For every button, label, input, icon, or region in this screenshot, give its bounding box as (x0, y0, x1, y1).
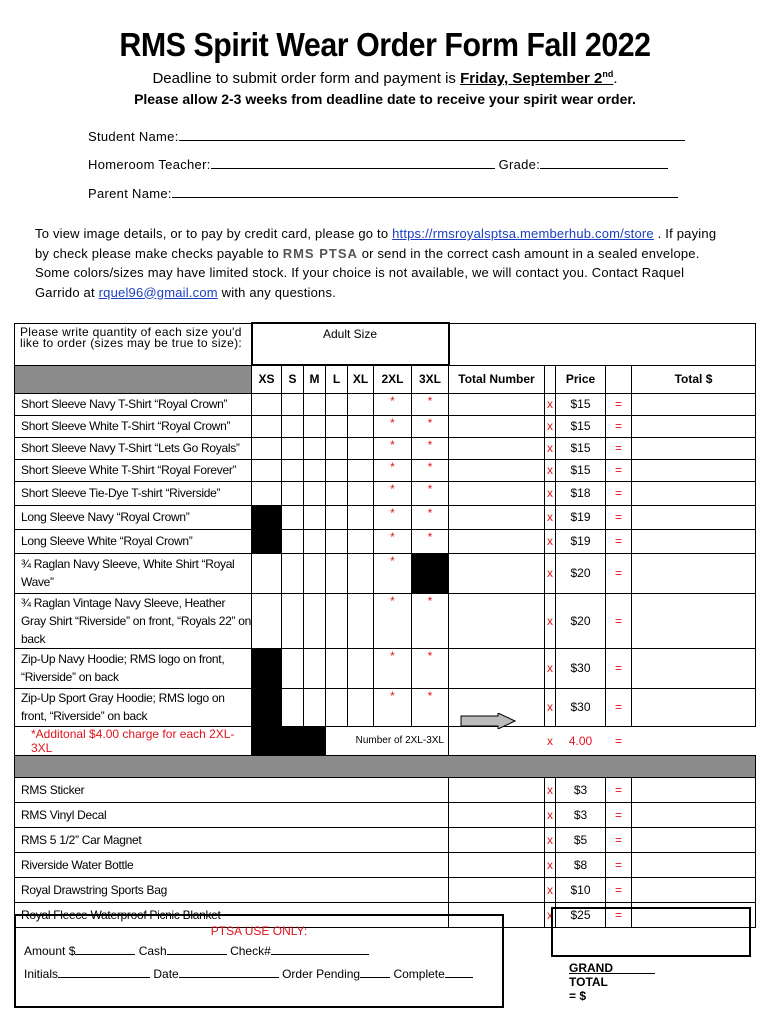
qty-xl[interactable] (348, 459, 374, 481)
qty-l[interactable] (326, 553, 348, 593)
total-number-input[interactable] (449, 393, 545, 415)
qty-xl[interactable] (348, 593, 374, 648)
item-price: $30 (556, 648, 606, 688)
surcharge-count-input[interactable] (449, 726, 545, 755)
table-row: Zip-Up Navy Hoodie; RMS logo on front, “Riverside” on back * * x $30 = (15, 648, 756, 688)
line-total-input[interactable] (632, 688, 756, 726)
line-total-input[interactable] (632, 777, 756, 802)
qty-m[interactable] (304, 505, 326, 529)
qty-m[interactable] (304, 415, 326, 437)
ptsa-title: PTSA USE ONLY: (210, 924, 308, 938)
table-row: Riverside Water Bottle x $8 = (15, 852, 756, 877)
qty-3xl[interactable]: * (412, 459, 449, 481)
item-price: $15 (556, 393, 606, 415)
table-row: Short Sleeve Tie-Dye T-shirt “Riverside” * * x $18 = (15, 481, 756, 505)
qty-2xl[interactable]: * (374, 648, 412, 688)
qty-l[interactable] (326, 393, 348, 415)
line-total-input[interactable] (632, 393, 756, 415)
qty-3xl[interactable]: * (412, 481, 449, 505)
instructions: To view image details, or to pay by credit card, please go to https://rmsroyalsptsa.memberhub.com/store . If paying by check please make checks payable to RMS PTSA or send in the correct cash amount in a sealed envelope. Some colors/sizes may have limited stock. If your choice is not available, we will contact you. Contact Raquel Garrido at rquel96@gmail.com with any questions. (35, 226, 717, 300)
qty-2xl[interactable]: * (374, 553, 412, 593)
payable-to: RMS PTSA (282, 245, 358, 261)
table-row: Short Sleeve White T-Shirt “Royal Forever” * * x $15 = (15, 459, 756, 481)
header-blank (449, 323, 756, 365)
qty-m[interactable] (304, 481, 326, 505)
line-total-input[interactable] (632, 415, 756, 437)
section-divider (15, 755, 756, 777)
qty-s[interactable] (282, 593, 304, 648)
item-name: ¾ Raglan Navy Sleeve, White Shirt “Royal Wave” (15, 553, 252, 593)
qty-s[interactable] (282, 648, 304, 688)
col-m: M (304, 365, 326, 393)
qty-s[interactable] (282, 688, 304, 726)
qty-xl[interactable] (348, 481, 374, 505)
qty-xl[interactable] (348, 505, 374, 529)
col-3xl: 3XL (412, 365, 449, 393)
item-name: Riverside Water Bottle (15, 852, 449, 877)
item-name: RMS Sticker (15, 777, 449, 802)
column-header-row (15, 365, 756, 393)
line-total-input[interactable] (632, 459, 756, 481)
qty-m[interactable] (304, 529, 326, 553)
item-price: $25 (556, 902, 606, 927)
qty-l[interactable] (326, 529, 348, 553)
surcharge-row: *Additonal $4.00 charge for each 2XL-3XL Number of 2XL-3XL x 4.00 = (15, 726, 756, 755)
qty-3xl[interactable]: * (412, 437, 449, 459)
item-price: $5 (556, 827, 606, 852)
unavailable-size (252, 505, 282, 529)
table-row: Short Sleeve Navy T-Shirt “Lets Go Royals” * * x $15 = (15, 437, 756, 459)
line-total-input[interactable] (632, 553, 756, 593)
item-name: Royal Fleece Waterproof Picnic Blanket (15, 902, 449, 927)
item-name: Long Sleeve White “Royal Crown” (15, 529, 252, 553)
unavailable-size (252, 529, 282, 553)
qty-3xl[interactable]: * (412, 529, 449, 553)
total-number-input[interactable] (449, 777, 545, 802)
surcharge-price: 4.00 (568, 733, 593, 748)
table-row: RMS Vinyl Decal x $3 = (15, 802, 756, 827)
qty-s[interactable] (282, 529, 304, 553)
item-price: $20 (556, 553, 606, 593)
qty-xl[interactable] (348, 393, 374, 415)
item-price: $15 (556, 459, 606, 481)
item-price: $19 (556, 529, 606, 553)
col-l: L (326, 365, 348, 393)
arrow-icon (460, 713, 516, 729)
qty-2xl[interactable]: * (374, 481, 412, 505)
table-row: RMS 5 1/2” Car Magnet x $5 = (15, 827, 756, 852)
col-total: Total $ (632, 365, 756, 393)
total-number-input[interactable] (449, 437, 545, 459)
line-total-input[interactable] (632, 529, 756, 553)
qty-xl[interactable] (348, 437, 374, 459)
email-link[interactable]: rquel96@gmail.com (98, 284, 218, 300)
qty-3xl[interactable]: * (412, 505, 449, 529)
item-price: $15 (556, 437, 606, 459)
qty-xl[interactable] (348, 529, 374, 553)
unavailable-size (252, 688, 282, 726)
qty-m[interactable] (304, 393, 326, 415)
total-number-input[interactable] (449, 529, 545, 553)
table-row: Short Sleeve Navy T-Shirt “Royal Crown” * * x $15 = (15, 393, 756, 415)
qty-2xl[interactable]: * (374, 505, 412, 529)
qty-l[interactable] (326, 459, 348, 481)
qty-xs[interactable] (252, 553, 282, 593)
line-total-input[interactable] (632, 593, 756, 648)
qty-xs[interactable] (252, 593, 282, 648)
surcharge-total-input[interactable] (632, 726, 756, 755)
line-total-input[interactable] (632, 437, 756, 459)
item-name: Short Sleeve Tie-Dye T-shirt “Riverside” (15, 481, 252, 505)
col-s: S (282, 365, 304, 393)
qty-2xl[interactable]: * (374, 415, 412, 437)
qty-2xl[interactable]: * (374, 393, 412, 415)
qty-m[interactable] (304, 688, 326, 726)
qty-3xl[interactable]: * (412, 393, 449, 415)
qty-3xl[interactable]: * (412, 648, 449, 688)
total-number-input[interactable] (449, 481, 545, 505)
ptsa-use-only-box: PTSA USE ONLY: Amount $ Cash Check# Initials Date Order Pending Complete (14, 914, 504, 1008)
item-name: Royal Drawstring Sports Bag (15, 877, 449, 902)
total-number-input[interactable] (449, 459, 545, 481)
deadline-line: Deadline to submit order form and payment is Friday, September 2nd. (152, 69, 618, 87)
table-row: ¾ Raglan Vintage Navy Sleeve, Heather Gray Shirt “Riverside” on front, “Royals 22” on back * * x $20 = (15, 593, 756, 648)
item-price: $3 (556, 777, 606, 802)
item-name: Short Sleeve Navy T-Shirt “Royal Crown” (15, 393, 252, 415)
line-total-input[interactable] (632, 802, 756, 827)
item-name: RMS 5 1/2” Car Magnet (15, 827, 449, 852)
qty-l[interactable] (326, 688, 348, 726)
qty-xl[interactable] (348, 648, 374, 688)
qty-2xl[interactable]: * (374, 459, 412, 481)
col-price: Price (556, 365, 606, 393)
qty-2xl[interactable]: * (374, 529, 412, 553)
qty-m[interactable] (304, 648, 326, 688)
col-2xl: 2XL (374, 365, 412, 393)
line-total-input[interactable] (632, 648, 756, 688)
table-row: ¾ Raglan Navy Sleeve, White Shirt “Royal Wave” * x $20 = (15, 553, 756, 593)
store-link[interactable]: https://rmsroyalsptsa.memberhub.com/store (392, 226, 654, 241)
item-name: Long Sleeve Navy “Royal Crown” (15, 505, 252, 529)
total-number-input[interactable] (449, 505, 545, 529)
qty-2xl[interactable]: * (374, 593, 412, 648)
homeroom-teacher-field[interactable]: Homeroom Teacher: Grade: (88, 156, 668, 172)
qty-s[interactable] (282, 481, 304, 505)
qty-l[interactable] (326, 505, 348, 529)
student-name-field[interactable]: Student Name: (88, 128, 685, 144)
table-row: Long Sleeve White “Royal Crown” * * x $19 = (15, 529, 756, 553)
qty-xl[interactable] (348, 553, 374, 593)
qty-2xl[interactable]: * (374, 437, 412, 459)
table-row: Royal Fleece Waterproof Picnic Blanket x $25 = (15, 902, 756, 927)
item-price: $3 (556, 802, 606, 827)
item-price: $8 (556, 852, 606, 877)
item-name: Short Sleeve White T-Shirt “Royal Crown” (15, 415, 252, 437)
total-number-input[interactable] (449, 877, 545, 902)
surcharge-label: *Additonal $4.00 charge for each 2XL-3XL (15, 726, 252, 755)
qty-m[interactable] (304, 437, 326, 459)
parent-name-field[interactable]: Parent Name: (88, 185, 678, 201)
item-price: $18 (556, 481, 606, 505)
deadline-date: Friday, September 2nd (460, 69, 614, 87)
col-total-number: Total Number (449, 365, 545, 393)
item-name: Short Sleeve White T-Shirt “Royal Forever” (15, 459, 252, 481)
order-table (14, 322, 756, 928)
qty-s[interactable] (282, 505, 304, 529)
surcharge-count-label: Number of 2XL-3XL (326, 726, 449, 755)
table-row: Royal Drawstring Sports Bag x $10 = (15, 877, 756, 902)
qty-2xl[interactable]: * (374, 688, 412, 726)
line-total-input[interactable] (632, 827, 756, 852)
qty-3xl[interactable]: * (412, 688, 449, 726)
item-price: $15 (556, 415, 606, 437)
size-instructions: Please write quantity of each size you'd like to order (sizes may be true to size): (15, 323, 252, 365)
total-number-input[interactable] (449, 648, 545, 688)
qty-s[interactable] (282, 459, 304, 481)
qty-m[interactable] (304, 553, 326, 593)
item-price: $19 (556, 505, 606, 529)
page-title: RMS Spirit Wear Order Form Fall 2022 (119, 26, 651, 63)
qty-xs[interactable] (252, 481, 282, 505)
item-price: $30 (556, 688, 606, 726)
qty-l[interactable] (326, 437, 348, 459)
qty-xs[interactable] (252, 393, 282, 415)
qty-m[interactable] (304, 593, 326, 648)
item-price: $20 (556, 593, 606, 648)
table-row: Short Sleeve White T-Shirt “Royal Crown” * * x $15 = (15, 415, 756, 437)
table-row: RMS Sticker x $3 = (15, 777, 756, 802)
qty-s[interactable] (282, 415, 304, 437)
total-number-input[interactable] (449, 852, 545, 877)
item-price: $10 (556, 877, 606, 902)
qty-3xl[interactable]: * (412, 415, 449, 437)
line-total-input[interactable] (632, 852, 756, 877)
qty-xl[interactable] (348, 415, 374, 437)
qty-xl[interactable] (348, 688, 374, 726)
qty-s[interactable] (282, 553, 304, 593)
item-name: Short Sleeve Navy T-Shirt “Lets Go Royals” (15, 437, 252, 459)
table-row: Long Sleeve Navy “Royal Crown” * * x $19 = (15, 505, 756, 529)
adult-size-header: Adult Size (252, 323, 449, 365)
total-number-input[interactable] (449, 553, 545, 593)
qty-3xl[interactable]: * (412, 593, 449, 648)
line-total-input[interactable] (632, 481, 756, 505)
qty-xs[interactable] (252, 437, 282, 459)
table-row: Zip-Up Sport Gray Hoodie; RMS logo on front, “Riverside” on back * * x $30 = (15, 688, 756, 726)
item-name: RMS Vinyl Decal (15, 802, 449, 827)
grade-field: Grade: (498, 157, 541, 172)
grand-total-box[interactable]: GRAND TOTAL = $ (551, 907, 751, 957)
total-number-input[interactable] (449, 415, 545, 437)
qty-s[interactable] (282, 393, 304, 415)
qty-xs[interactable] (252, 415, 282, 437)
item-name: Zip-Up Navy Hoodie; RMS logo on front, “Riverside” on back (15, 648, 252, 688)
qty-xs[interactable] (252, 459, 282, 481)
total-number-input[interactable] (449, 593, 545, 648)
qty-m[interactable] (304, 459, 326, 481)
total-number-input[interactable] (449, 827, 545, 852)
qty-l[interactable] (326, 481, 348, 505)
col-xl: XL (348, 365, 374, 393)
line-total-input[interactable] (632, 877, 756, 902)
qty-l[interactable] (326, 648, 348, 688)
line-total-input[interactable] (632, 505, 756, 529)
qty-s[interactable] (282, 437, 304, 459)
qty-l[interactable] (326, 415, 348, 437)
col-xs: XS (252, 365, 282, 393)
total-number-input[interactable] (449, 802, 545, 827)
qty-l[interactable] (326, 593, 348, 648)
item-name: ¾ Raglan Vintage Navy Sleeve, Heather Gray Shirt “Riverside” on front, “Royals 22” on back (15, 593, 252, 648)
unavailable-size (412, 553, 449, 593)
delivery-note: Please allow 2-3 weeks from deadline date to receive your spirit wear order. (134, 91, 636, 107)
item-name: Zip-Up Sport Gray Hoodie; RMS logo on front, “Riverside” on back (15, 688, 252, 726)
unavailable-size (252, 648, 282, 688)
